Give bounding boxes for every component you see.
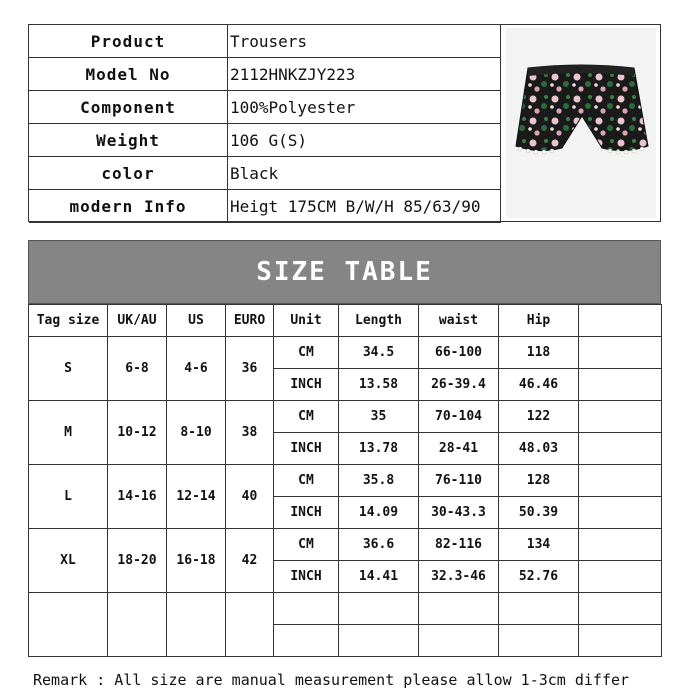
- header-waist: waist: [419, 305, 499, 337]
- unit-cell: CM: [274, 529, 339, 561]
- empty-cell: [339, 593, 419, 625]
- empty-cell: [579, 337, 662, 369]
- unit-cell: CM: [274, 401, 339, 433]
- tag-size-cell: S: [29, 337, 108, 401]
- unit-cell: INCH: [274, 497, 339, 529]
- waist-cell: 30-43.3: [419, 497, 499, 529]
- hip-cell: 128: [499, 465, 579, 497]
- length-cell: 14.09: [339, 497, 419, 529]
- tag-size-cell: M: [29, 401, 108, 465]
- empty-cell: [339, 625, 419, 657]
- empty-cell: [419, 625, 499, 657]
- hip-cell: 118: [499, 337, 579, 369]
- info-row-product: [29, 25, 501, 58]
- euro-cell: 38: [226, 401, 274, 465]
- empty-cell: [274, 625, 339, 657]
- empty-cell: [579, 529, 662, 561]
- uk-au-cell: 10-12: [108, 401, 167, 465]
- size-table-section: [28, 240, 661, 657]
- info-value: Black: [228, 157, 501, 189]
- table-row: [29, 465, 662, 497]
- empty-cell: [419, 593, 499, 625]
- empty-cell: [579, 369, 662, 401]
- hip-cell: 122: [499, 401, 579, 433]
- hip-cell: 48.03: [499, 433, 579, 465]
- waist-cell: 66-100: [419, 337, 499, 369]
- size-table-title: SIZE TABLE: [28, 240, 661, 304]
- header-uk-au: UK/AU: [108, 305, 167, 337]
- info-row-color: [29, 157, 501, 190]
- table-row: [29, 337, 662, 369]
- product-photo: [506, 28, 656, 218]
- empty-cell: [167, 593, 226, 657]
- empty-cell: [579, 401, 662, 433]
- table-row-empty: [29, 593, 662, 625]
- waist-cell: 32.3-46: [419, 561, 499, 593]
- empty-cell: [274, 593, 339, 625]
- shorts-image: [506, 28, 656, 218]
- waist-cell: 82-116: [419, 529, 499, 561]
- info-row-weight: [29, 124, 501, 157]
- header-empty: [579, 305, 662, 337]
- empty-cell: [226, 593, 274, 657]
- table-row: [29, 529, 662, 561]
- length-cell: 36.6: [339, 529, 419, 561]
- info-label: color: [29, 157, 228, 189]
- info-label: Weight: [29, 124, 228, 156]
- hip-cell: 52.76: [499, 561, 579, 593]
- us-cell: 8-10: [167, 401, 226, 465]
- euro-cell: 36: [226, 337, 274, 401]
- empty-cell: [108, 593, 167, 657]
- empty-cell: [579, 625, 662, 657]
- empty-cell: [499, 625, 579, 657]
- tag-size-cell: L: [29, 465, 108, 529]
- info-value: Heigt 175CM B/W/H 85/63/90: [228, 190, 501, 222]
- unit-cell: CM: [274, 337, 339, 369]
- remark-text: Remark : All size are manual measurement please allow 1-3cm differ: [33, 671, 630, 689]
- empty-cell: [579, 497, 662, 529]
- info-value: 106 G(S): [228, 124, 501, 156]
- length-cell: 13.78: [339, 433, 419, 465]
- header-us: US: [167, 305, 226, 337]
- header-length: Length: [339, 305, 419, 337]
- waist-cell: 76-110: [419, 465, 499, 497]
- us-cell: 16-18: [167, 529, 226, 593]
- header-unit: Unit: [274, 305, 339, 337]
- info-row-component: [29, 91, 501, 124]
- uk-au-cell: 14-16: [108, 465, 167, 529]
- info-row-model: [29, 58, 501, 91]
- info-value: Trousers: [228, 25, 501, 57]
- hip-cell: 50.39: [499, 497, 579, 529]
- euro-cell: 40: [226, 465, 274, 529]
- unit-cell: INCH: [274, 369, 339, 401]
- table-row: [29, 401, 662, 433]
- waist-cell: 28-41: [419, 433, 499, 465]
- empty-cell: [499, 593, 579, 625]
- info-value: 2112HNKZJY223: [228, 58, 501, 90]
- length-cell: 13.58: [339, 369, 419, 401]
- empty-cell: [579, 465, 662, 497]
- header-tag-size: Tag size: [29, 305, 108, 337]
- empty-cell: [579, 561, 662, 593]
- unit-cell: INCH: [274, 561, 339, 593]
- length-cell: 35.8: [339, 465, 419, 497]
- waist-cell: 70-104: [419, 401, 499, 433]
- uk-au-cell: 6-8: [108, 337, 167, 401]
- unit-cell: CM: [274, 465, 339, 497]
- header-euro: EURO: [226, 305, 274, 337]
- empty-cell: [579, 593, 662, 625]
- waist-cell: 26-39.4: [419, 369, 499, 401]
- empty-cell: [579, 433, 662, 465]
- info-label: Product: [29, 25, 228, 57]
- info-label: Model No: [29, 58, 228, 90]
- hip-cell: 46.46: [499, 369, 579, 401]
- tag-size-cell: XL: [29, 529, 108, 593]
- product-info-table: [28, 24, 661, 222]
- info-label: Component: [29, 91, 228, 123]
- uk-au-cell: 18-20: [108, 529, 167, 593]
- length-cell: 34.5: [339, 337, 419, 369]
- size-table: [28, 304, 662, 657]
- size-table-header-row: [29, 305, 662, 337]
- hip-cell: 134: [499, 529, 579, 561]
- length-cell: 14.41: [339, 561, 419, 593]
- empty-cell: [29, 593, 108, 657]
- unit-cell: INCH: [274, 433, 339, 465]
- us-cell: 4-6: [167, 337, 226, 401]
- us-cell: 12-14: [167, 465, 226, 529]
- info-row-modern-info: [29, 190, 501, 223]
- length-cell: 35: [339, 401, 419, 433]
- euro-cell: 42: [226, 529, 274, 593]
- info-value: 100%Polyester: [228, 91, 501, 123]
- info-label: modern Info: [29, 190, 228, 222]
- header-hip: Hip: [499, 305, 579, 337]
